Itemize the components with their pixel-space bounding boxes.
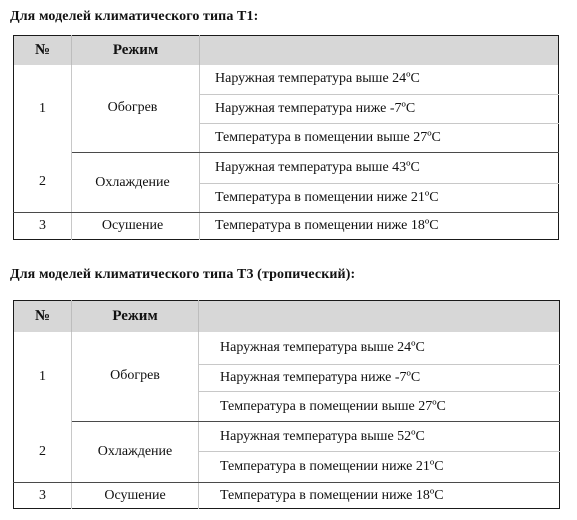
header-mode: Режим bbox=[72, 301, 199, 332]
condition-cell: Наружная температура выше 24ºC bbox=[200, 65, 559, 95]
condition-cell: Температура в помещении ниже 18ºC bbox=[200, 213, 559, 240]
condition-cell: Температура в помещении выше 27ºC bbox=[199, 392, 560, 422]
row-mode: Осушение bbox=[101, 218, 164, 233]
row-mode: Обогрев bbox=[72, 65, 200, 153]
condition-cell: Наружная температура ниже -7ºC bbox=[200, 95, 559, 124]
section-heading-t1: Для моделей климатического типа Т1: bbox=[10, 9, 259, 24]
header-num: № bbox=[14, 36, 72, 65]
row-num: 2 bbox=[14, 153, 72, 213]
table-t1 bbox=[13, 35, 559, 240]
row-mode: Осушение bbox=[104, 487, 166, 503]
row-mode: Охлаждение bbox=[72, 153, 200, 213]
condition-cell: Температура в помещении выше 27ºC bbox=[200, 124, 559, 153]
row-num: 1 bbox=[14, 65, 72, 153]
row-num: 2 bbox=[14, 422, 72, 483]
row-mode: Обогрев bbox=[72, 332, 199, 422]
condition-cell: Температура в помещении ниже 18ºC bbox=[199, 483, 560, 509]
condition-cell: Наружная температура выше 24ºC bbox=[199, 332, 560, 365]
table-t3 bbox=[13, 300, 560, 509]
condition-cell: Наружная температура выше 52ºC bbox=[199, 422, 560, 452]
section-heading-t3: Для моделей климатического типа Т3 (тропический): bbox=[10, 267, 356, 282]
row-num: 3 bbox=[14, 213, 72, 240]
condition-cell: Температура в помещении ниже 21ºC bbox=[199, 452, 560, 483]
row-num: 1 bbox=[14, 332, 72, 422]
condition-cell: Температура в помещении ниже 21ºC bbox=[200, 184, 559, 213]
condition-cell: Наружная температура выше 43ºC bbox=[200, 153, 559, 184]
header-conditions bbox=[199, 301, 560, 332]
row-num: 3 bbox=[14, 483, 72, 509]
header-mode: Режим bbox=[72, 36, 200, 65]
header-conditions bbox=[200, 36, 559, 65]
row-mode: Охлаждение bbox=[72, 422, 199, 483]
header-num: № bbox=[14, 301, 72, 332]
condition-cell: Наружная температура ниже -7ºC bbox=[199, 365, 560, 392]
